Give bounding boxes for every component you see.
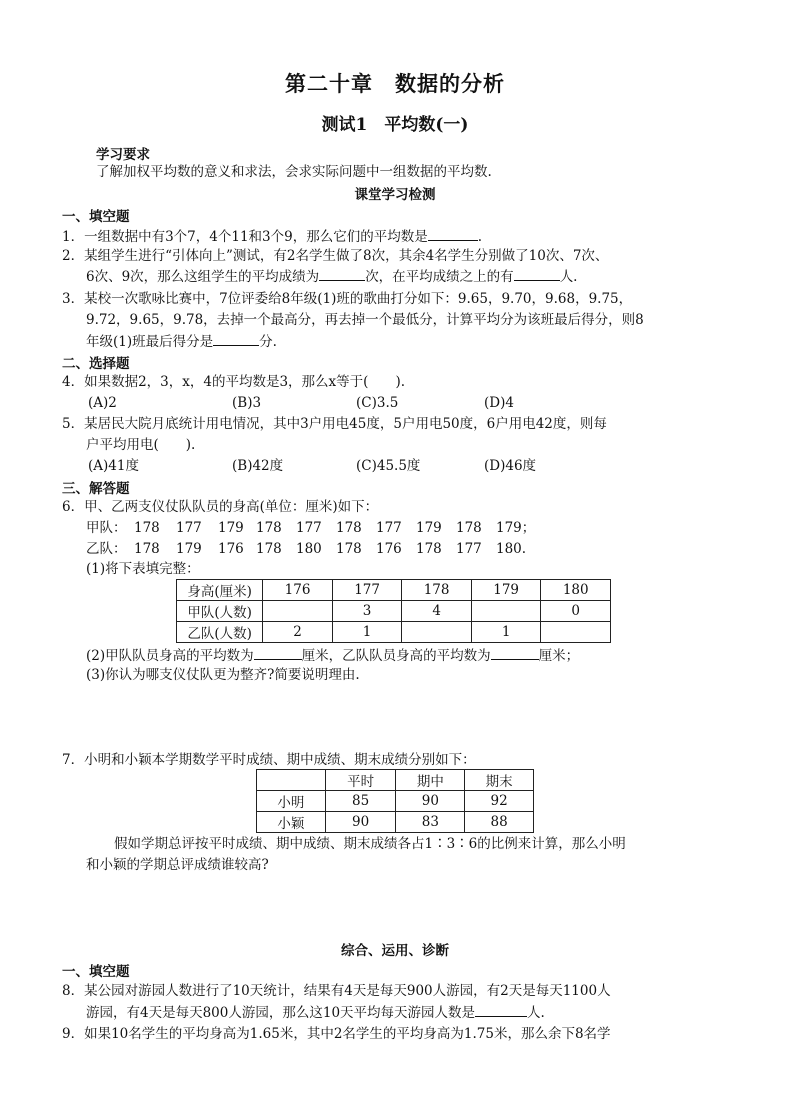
question-5-line2: 户平均用电( ).: [86, 437, 196, 453]
question-1: 1．一组数据中有3个7，4个11和3个9，那么它们的平均数是 .: [62, 229, 483, 245]
team-b-value: 178: [336, 541, 362, 557]
table-cell: 乙队(人数): [177, 622, 263, 643]
team-a-value: 178: [134, 520, 160, 536]
team-b-value: 178: [256, 541, 282, 557]
answer-blank[interactable]: [514, 267, 560, 281]
table-cell[interactable]: [263, 601, 333, 622]
score-table: [256, 769, 534, 833]
table-cell: 平时: [325, 770, 396, 791]
table-cell: 2: [263, 622, 333, 643]
question-7-stem: 7．小明和小颖本学期数学平时成绩、期中成绩、期末成绩分别如下：: [62, 752, 476, 768]
table-cell: 小颖: [257, 812, 326, 833]
requirements-text: 了解加权平均数的意义和求法，会求实际问题中一组数据的平均数.: [96, 164, 492, 180]
team-a-value: 177: [376, 520, 402, 536]
team-b-value: 180: [296, 541, 322, 557]
question-5-option-d[interactable]: (D)46度: [484, 458, 537, 474]
question-6-sub3: (3)你认为哪支仪仗队更为整齐?简要说明理由.: [86, 667, 360, 683]
team-b-value: 178: [416, 541, 442, 557]
table-cell: 85: [325, 791, 396, 812]
table-cell: 期末: [465, 770, 534, 791]
table-cell: 甲队(人数): [177, 601, 263, 622]
table-cell: 期中: [396, 770, 465, 791]
table-cell: 1: [332, 622, 402, 643]
choice-heading: 二、选择题: [62, 356, 130, 372]
table-row: [177, 580, 611, 601]
question-6-sub2: (2)甲队队员身高的平均数为 厘米，乙队队员身高的平均数为 厘米；: [86, 648, 580, 664]
question-4-option-b[interactable]: (B)3: [232, 395, 262, 411]
table-cell: 1: [471, 622, 541, 643]
solve-heading: 三、解答题: [62, 481, 130, 497]
table-cell: 92: [465, 791, 534, 812]
team-b-value: 176: [376, 541, 402, 557]
requirements-heading: 学习要求: [96, 147, 150, 163]
table-cell: 180: [541, 580, 611, 601]
question-4-option-a[interactable]: (A)2: [88, 395, 117, 411]
table-cell: 179: [471, 580, 541, 601]
team-b-value: 179: [176, 541, 202, 557]
question-8-line2: 游园，有4天是每天800人游园，那么这10天平均每天游园人数是 人.: [86, 1005, 545, 1021]
question-4-option-d[interactable]: (D)4: [484, 395, 514, 411]
table-cell: 83: [396, 812, 465, 833]
team-b-value: 178: [134, 541, 160, 557]
table-cell: 176: [263, 580, 333, 601]
answer-blank[interactable]: [254, 646, 302, 660]
question-4-option-c[interactable]: (C)3.5: [356, 395, 399, 411]
chapter-title: 第二十章 数据的分析: [285, 71, 505, 96]
team-a-value: 179；: [496, 520, 536, 536]
question-9-line1: 9．如果10名学生的平均身高为1.65米，其中2名学生的平均身高为1.75米，那么余下8名学: [62, 1026, 611, 1042]
table-row: [177, 601, 611, 622]
question-3-line3: 年级(1)班最后得分是 分.: [86, 334, 277, 350]
fill-heading-part2: 一、填空题: [62, 964, 130, 980]
question-5-option-c[interactable]: (C)45.5度: [356, 458, 421, 474]
question-5-option-a[interactable]: (A)41度: [88, 458, 139, 474]
team-a-value: 179: [218, 520, 244, 536]
height-table: [176, 579, 611, 643]
table-cell: [257, 770, 326, 791]
team-b-value: 180.: [496, 541, 527, 557]
class-check-heading: 课堂学习检测: [354, 187, 436, 203]
table-cell: 身高(厘米): [177, 580, 263, 601]
team-b-value: 177: [456, 541, 482, 557]
answer-blank[interactable]: [475, 1003, 527, 1017]
answer-blank[interactable]: [213, 332, 259, 346]
question-6-stem: 6．甲、乙两支仪仗队队员的身高(单位：厘米)如下：: [62, 499, 379, 515]
team-a-value: 178: [456, 520, 482, 536]
question-2-line1: 2．某组学生进行“引体向上”测试，有2名学生做了8次，其余4名学生分别做了10次、7次、: [62, 248, 609, 264]
table-cell[interactable]: [541, 622, 611, 643]
question-2-line2: 6次、9次，那么这组学生的平均成绩为 次，在平均成绩之上的有 人.: [86, 269, 578, 285]
table-row: [257, 770, 534, 791]
table-cell: 4: [402, 601, 472, 622]
question-3-line2: 9.72，9.65，9.78，去掉一个最高分，再去掉一个最低分，计算平均分为该班最后得分，则8: [86, 312, 644, 328]
question-4-stem: 4．如果数据2，3，x，4的平均数是3，那么x等于( ).: [62, 374, 405, 390]
table-row: [257, 791, 534, 812]
team-b-value: 176: [218, 541, 244, 557]
table-cell[interactable]: [471, 601, 541, 622]
table-cell: 0: [541, 601, 611, 622]
question-6-sub1: (1)将下表填完整：: [86, 561, 200, 577]
question-5-option-b[interactable]: (B)42度: [232, 458, 284, 474]
answer-blank[interactable]: [319, 267, 365, 281]
question-3-line1: 3．某校一次歌咏比赛中，7位评委给8年级(1)班的歌曲打分如下：9.65，9.70，9.68，9.75，: [62, 291, 633, 307]
question-7-line2: 和小颖的学期总评成绩谁较高?: [86, 857, 269, 873]
answer-blank[interactable]: [491, 646, 539, 660]
fill-heading: 一、填空题: [62, 209, 130, 225]
test-title: 测试1 平均数(一): [321, 115, 469, 135]
team-a-value: 177: [176, 520, 202, 536]
answer-blank[interactable]: [428, 227, 478, 241]
question-7-line1: 假如学期总评按平时成绩、期中成绩、期末成绩各占1∶3∶6的比例来计算，那么小明: [114, 836, 626, 852]
table-row: [257, 812, 534, 833]
table-cell: 88: [465, 812, 534, 833]
table-cell: 177: [332, 580, 402, 601]
team-a-value: 178: [336, 520, 362, 536]
team-a-label: 甲队：: [86, 520, 127, 536]
team-a-value: 177: [296, 520, 322, 536]
table-cell: 小明: [257, 791, 326, 812]
section-heading-comprehensive: 综合、运用、诊断: [341, 943, 449, 959]
table-cell: 3: [332, 601, 402, 622]
team-a-value: 179: [416, 520, 442, 536]
table-cell: 90: [325, 812, 396, 833]
question-5-line1: 5．某居民大院月底统计用电情况，其中3户用电45度，5户用电50度，6户用电42度，则每: [62, 416, 607, 432]
table-cell[interactable]: [402, 622, 472, 643]
question-8-line1: 8．某公园对游园人数进行了10天统计，结果有4天是每天900人游园，有2天是每天1100人: [62, 983, 611, 999]
team-b-label: 乙队：: [86, 541, 127, 557]
table-cell: 90: [396, 791, 465, 812]
table-cell: 178: [402, 580, 472, 601]
team-a-value: 178: [256, 520, 282, 536]
table-row: [177, 622, 611, 643]
